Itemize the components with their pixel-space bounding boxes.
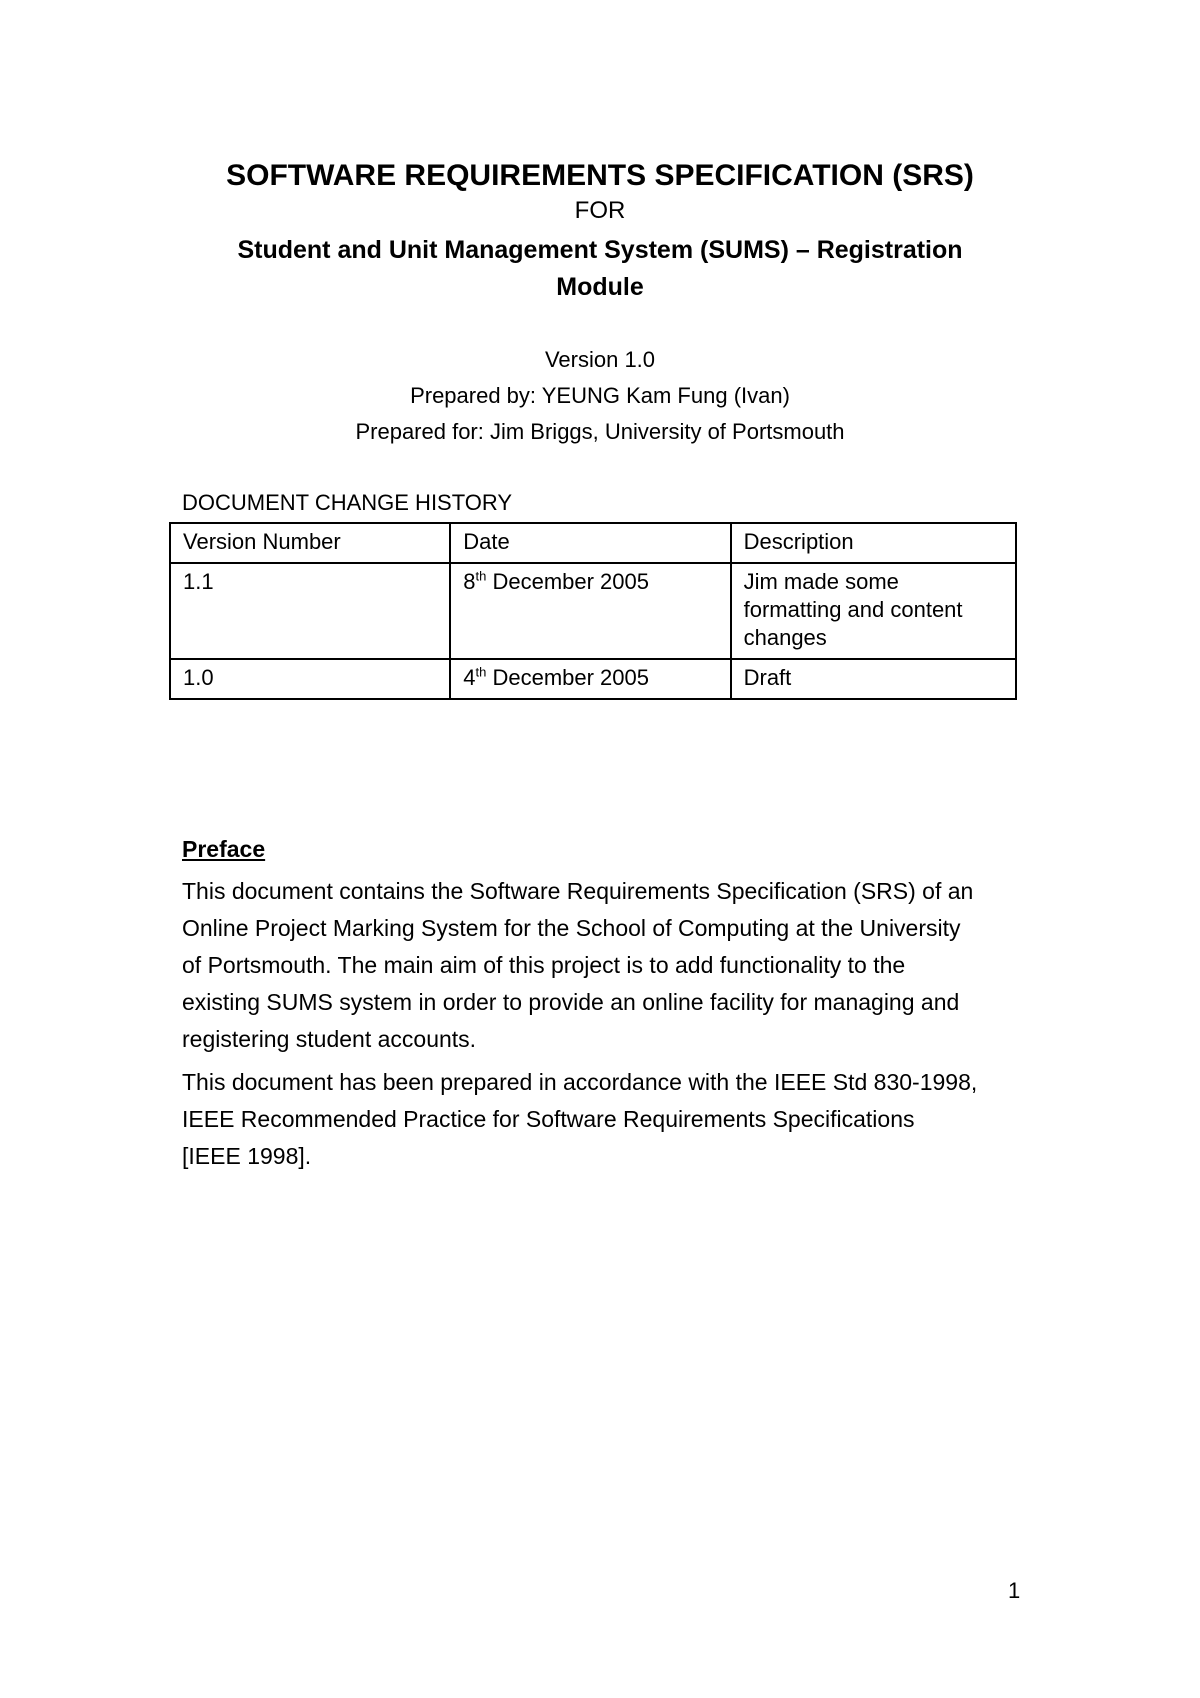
- preface-heading: Preface: [182, 836, 266, 862]
- date-suffix: th: [475, 664, 487, 680]
- preface-paragraph-1: [182, 873, 1032, 1058]
- subtitle-line-1: Student and Unit Management System (SUMS) – Registration: [237, 236, 963, 264]
- paragraph-line: existing SUMS system in order to provide an online facility for managing and: [182, 989, 960, 1015]
- cell-version: 1.0: [170, 659, 450, 699]
- preface-paragraph-2: [182, 1064, 1032, 1175]
- description-line: formatting and content: [743, 597, 963, 622]
- date-rest: December 2005: [486, 665, 649, 690]
- paragraph-line: Online Project Marking System for the School of Computing at the University: [182, 915, 961, 941]
- subtitle-line-2: Module: [556, 273, 644, 301]
- date-rest: December 2005: [486, 569, 649, 594]
- change-history-heading: DOCUMENT CHANGE HISTORY: [182, 490, 513, 515]
- paragraph-line: registering student accounts.: [182, 1026, 477, 1052]
- paragraph-line: [IEEE 1998].: [182, 1143, 312, 1169]
- version-text: Version 1.0: [544, 347, 656, 372]
- date-day: 4: [463, 665, 476, 690]
- paragraph-line: IEEE Recommended Practice for Software Requirements Specifications: [182, 1106, 915, 1132]
- page-number: 1: [1008, 1578, 1021, 1603]
- table-row: [170, 659, 1016, 699]
- table-header-row: [170, 523, 1016, 563]
- table-row: [170, 563, 1016, 659]
- date-day: 8: [463, 569, 476, 594]
- cell-version: 1.1: [170, 563, 450, 659]
- prepared-for-text: Prepared for: Jim Briggs, University of Portsmouth: [355, 419, 845, 444]
- cell-date: [450, 659, 730, 699]
- paragraph-line: of Portsmouth. The main aim of this project is to add functionality to the: [182, 952, 906, 978]
- document-title: SOFTWARE REQUIREMENTS SPECIFICATION (SRS): [226, 159, 974, 192]
- description-line: Jim made some: [743, 569, 899, 594]
- column-header-description: Description: [731, 523, 1016, 563]
- column-header-date: Date: [450, 523, 730, 563]
- for-label: FOR: [574, 197, 626, 224]
- description-line: changes: [743, 625, 827, 650]
- document-subtitle: [0, 232, 1200, 306]
- change-history-table: [169, 522, 1017, 700]
- column-header-version: Version Number: [170, 523, 450, 563]
- paragraph-line: This document contains the Software Requirements Specification (SRS) of an: [182, 878, 974, 904]
- cell-date: [450, 563, 730, 659]
- cell-description: Draft: [731, 659, 1016, 699]
- paragraph-line: This document has been prepared in accordance with the IEEE Std 830-1998,: [182, 1069, 978, 1095]
- cell-description: [731, 563, 1016, 659]
- prepared-by-text: Prepared by: YEUNG Kam Fung (Ivan): [410, 383, 790, 408]
- date-suffix: th: [475, 568, 487, 584]
